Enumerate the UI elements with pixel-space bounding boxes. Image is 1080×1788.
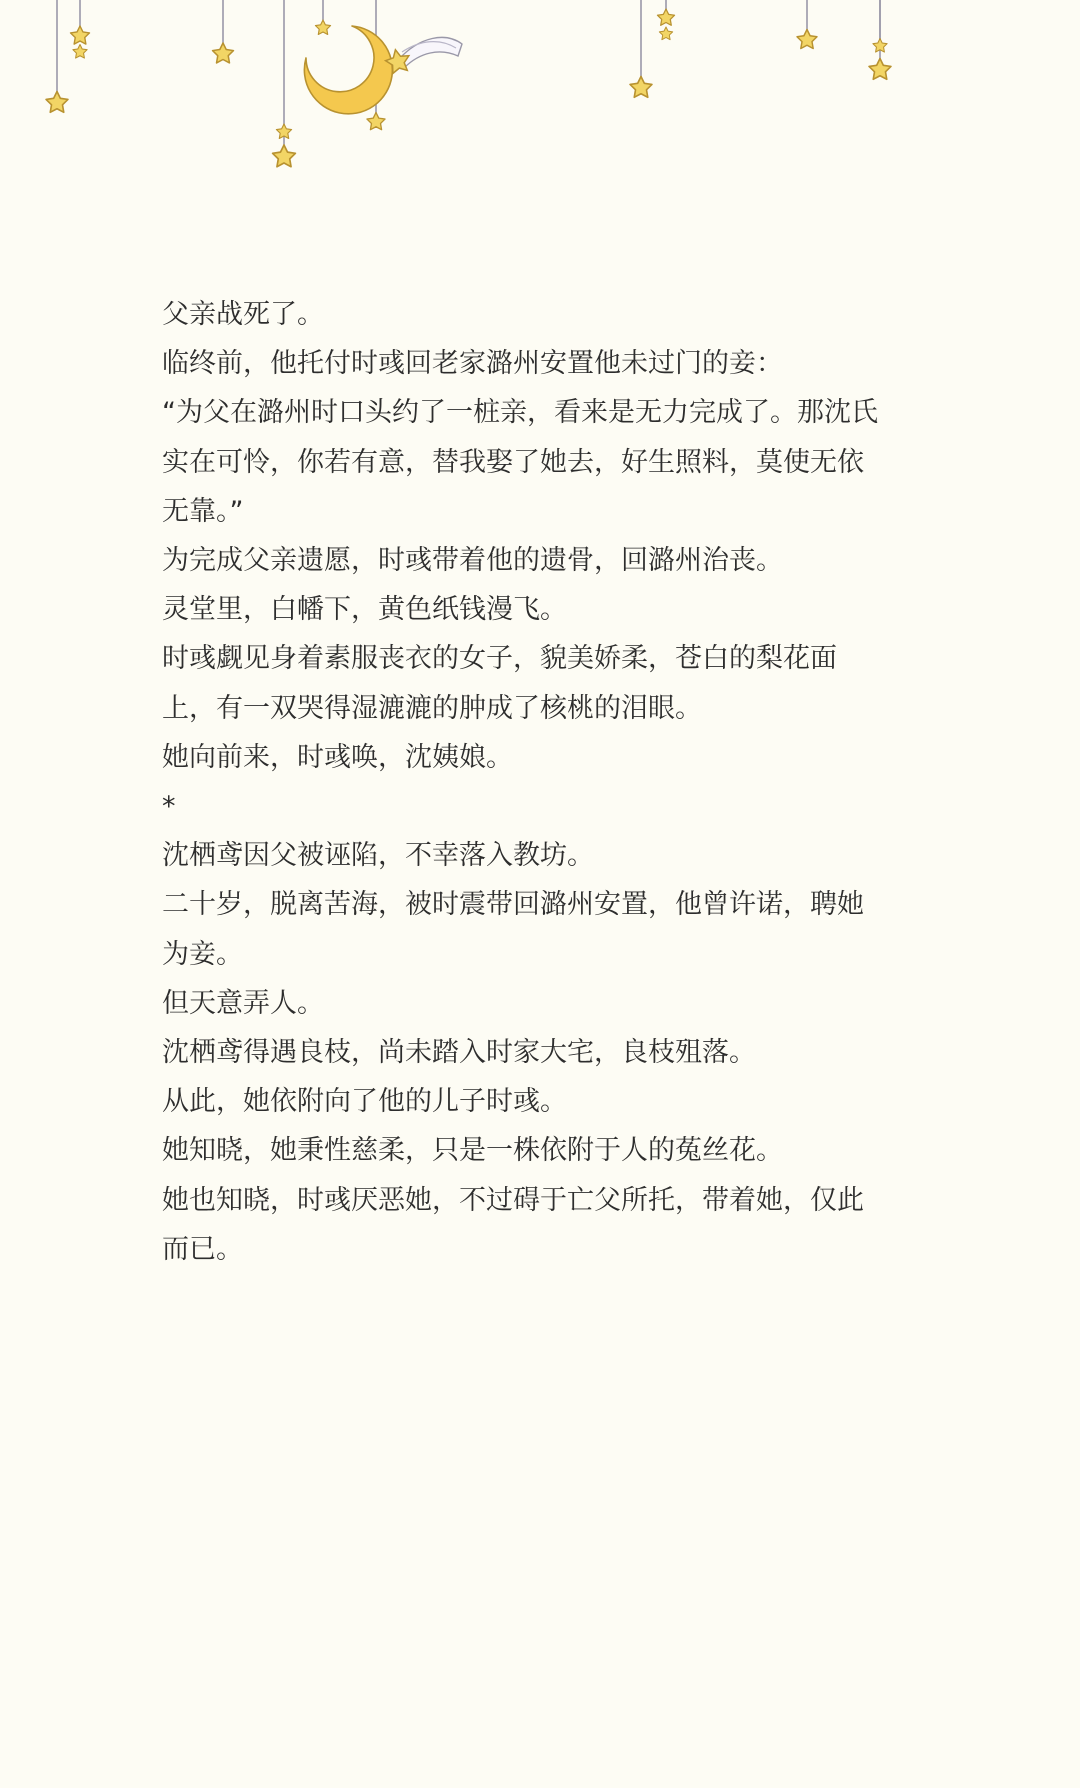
hanging-star-icon (273, 145, 296, 167)
hanging-stars-decoration (0, 0, 1080, 200)
story-line: 父亲战死了。 (162, 299, 324, 330)
story-line: 时彧觑见身着素服丧衣的女子，貌美娇柔，苍白的梨花面 (162, 643, 837, 675)
story-line: 灵堂里，白幡下，黄色纸钱漫飞。 (162, 594, 567, 626)
story-line: 她知晓，她秉性慈柔，只是一株依附于人的菟丝花。 (162, 1135, 783, 1167)
hanging-star-icon (213, 43, 234, 63)
hanging-star-icon (657, 9, 674, 25)
hanging-star-icon (797, 30, 817, 49)
story-line: 上，有一双哭得湿漉漉的肿成了核桃的泪眼。 (162, 692, 702, 724)
story-line: 她也知晓，时彧厌恶她，不过碍于亡父所托，带着她，仅此 (162, 1184, 864, 1216)
hanging-star-icon (276, 124, 291, 138)
story-line: 临终前，他托付时彧回老家潞州安置他未过门的妾： (162, 348, 783, 380)
hanging-star-icon (315, 20, 330, 34)
hanging-star-icon (630, 77, 652, 98)
hanging-star-icon (73, 45, 87, 59)
story-line: 沈栖鸢因父被诬陷，不幸落入教坊。 (162, 840, 594, 872)
hanging-star-icon (367, 113, 385, 130)
story-line: 为妾。 (162, 938, 243, 970)
crescent-moon-icon (304, 26, 392, 114)
story-line: 她向前来，时彧唤，沈姨娘。 (162, 741, 513, 773)
story-line: 沈栖鸢得遇良枝，尚未踏入时家大宅，良枝殂落。 (162, 1037, 756, 1069)
story-line: 但天意弄人。 (162, 987, 324, 1019)
story-line: 而已。 (162, 1233, 243, 1265)
hanging-star-icon (46, 92, 68, 113)
hanging-star-icon (659, 27, 672, 40)
story-line: 无靠。” (162, 495, 244, 527)
story-line: 实在可怜，你若有意，替我娶了她去，好生照料，莫使无依 (162, 446, 864, 478)
story-text (162, 290, 942, 1274)
hanging-star-icon (70, 26, 89, 44)
shooting-star-icon (384, 37, 462, 74)
story-line: 二十岁，脱离苦海，被时震带回潞州安置，他曾许诺，聘她 (162, 889, 864, 921)
hanging-star-icon (873, 39, 887, 53)
story-line: 为完成父亲遗愿，时彧带着他的遗骨，回潞州治丧。 (162, 545, 783, 577)
section-separator: * (162, 791, 176, 823)
hanging-star-icon (869, 59, 891, 80)
story-line: “为父在潞州时口头约了一桩亲，看来是无力完成了。那沈氏 (162, 397, 878, 429)
story-line: 从此，她依附向了他的儿子时彧。 (162, 1086, 567, 1118)
